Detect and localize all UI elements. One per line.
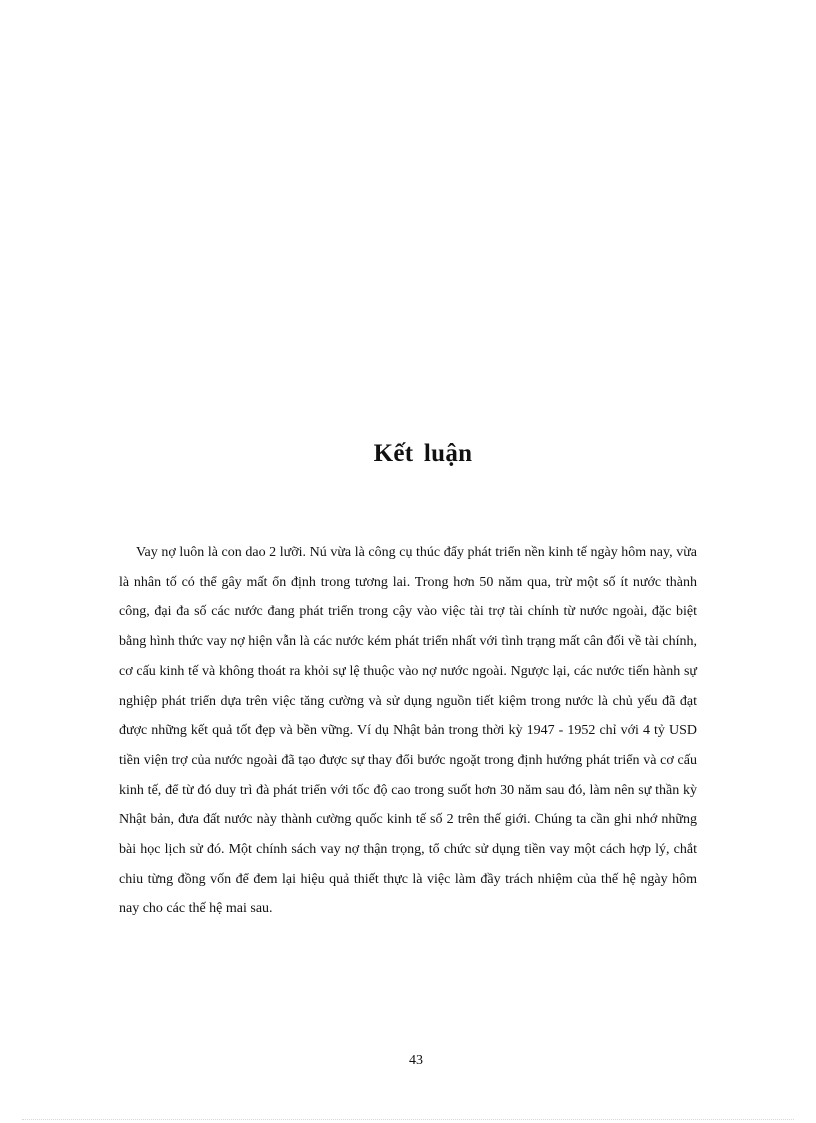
page-number: 43 xyxy=(409,1053,423,1068)
page-bottom-divider xyxy=(22,1119,794,1120)
page-title: Kết luận xyxy=(373,440,473,467)
conclusion-paragraph: Vay nợ luôn là con dao 2 lưỡi. Nú vừa là công cụ thúc đẩy phát triển nền kinh tế ngày hôm nay, vừa là nhân tố có thể gây mất ổn định trong tương lai. Trong hơn 50 năm qua, trừ một số ít nước thành công, đại đa số các nước đang phát triển trong cậy vào việc tài trợ tài chính từ nước ngoài, đặc biệt bằng hình thức vay nợ hiện vẫn là các nước kém phát triển nhất với tình trạng mất cân đối về tài chính, cơ cấu kinh tế và không thoát ra khỏi sự lệ thuộc vào nợ nước ngoài. Ngược lại, các nước tiến hành sự nghiệp phát triển dựa trên việc tăng cường và sử dụng nguồn tiết kiệm trong nước là chủ yếu đã đạt được những kết quả tốt đẹp và bền vững. Ví dụ Nhật bản trong thời kỳ 1947 - 1952 chỉ với 4 tỷ USD tiền viện trợ của nước ngoài đã tạo được sự thay đổi bước ngoặt trong định hướng phát triển và cơ cấu kinh tế, để từ đó duy trì đà phát triển với tốc độ cao trong suốt hơn 30 năm sau đó, làm nên sự thần kỳ Nhật bản, đưa đất nước này thành cường quốc kinh tế số 2 trên thế giới. Chúng ta cần ghi nhớ những bài học lịch sử đó. Một chính sách vay nợ thận trọng, tổ chức sử dụng tiền vay một cách hợp lý, chắt chiu từng đồng vốn để đem lại hiệu quả thiết thực là việc làm đầy trách nhiệm của thế hệ ngày hôm nay cho các thế hệ mai sau. xyxy=(119,545,697,917)
